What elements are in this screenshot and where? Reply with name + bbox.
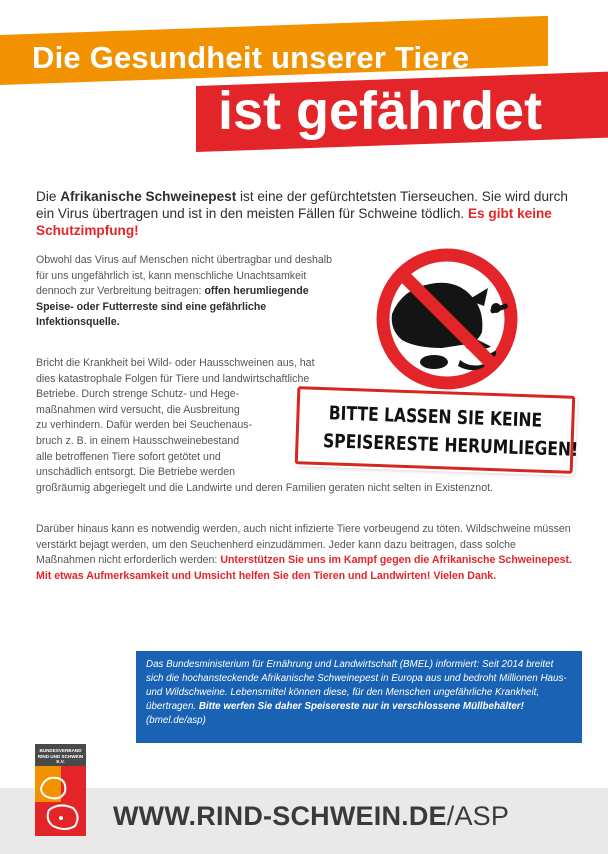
- footer-website-link[interactable]: WWW.RIND-SCHWEIN.DE/ASP: [113, 801, 510, 831]
- cow-pig-logo-icon: [35, 766, 86, 836]
- intro-emphasis: Afrikanische Schweinepest: [60, 189, 237, 204]
- paragraph-transmission-emphasis: offen herumliegende Speise- oder Futterreste sind eine gefährliche Infektionsquelle.: [36, 285, 309, 329]
- title-line-2: ist gefährdet: [218, 81, 543, 141]
- paragraph-transmission: Obwohl das Virus auf Menschen nicht übertragbar und deshalb für uns ungefährlich ist, kann menschliche Unachtsamkeit dennoch zur Verbreitung beitragen: offen herumliegende Speise- oder Futterreste sind eine gefährliche Infektionsquelle.: [36, 254, 333, 329]
- paragraph-call-to-action: Darüber hinaus kann es notwendig werden, auch nicht infizierte Tiere vorbeugend zu töten. Wildschweine müssen verstärkt bejagt werden, um den Seuchenherd einzudämmen. Jeder kann dazu beitragen, dass solche Maßnahmen nicht erforderlich werden: Unterstützen Sie uns im Kampf gegen die Afrikanische Schweinepest. Mit etwas Aufmerksamkeit und Umsicht helfen Sie den Tieren und Landwirten! Vielen Dank.: [36, 523, 572, 582]
- intro-warning: Es gibt keine Schutzimpfung!: [36, 206, 552, 238]
- association-logo: [35, 744, 86, 836]
- title-line-1: Die Gesundheit unserer Tiere: [32, 40, 470, 75]
- intro-paragraph: Die Afrikanische Schweinepest ist eine der gefürchtetsten Tierseuchen. Sie wird durch ein Virus übertragen und ist in den meisten Fällen für Schweine tödlich. Es gibt keine Schutzimpfung!: [36, 189, 568, 238]
- info-box: Das Bundesministerium für Ernährung und Landwirtschaft (BMEL) informiert: Seit 2014 breitet sich die hochansteckende Afrikanische Schweinepest in Europa aus und bedroht Millionen Haus- und Wildschweine. Lebensmittel können diese, für den Menschen ungefährliche Krankheit, übertragen. Bitte werfen Sie daher Speisereste nur in verschlossene Müllbehälter! (bmel.de/asp): [136, 651, 582, 743]
- notice-line-1: BITTE LASSEN SIE KEINE: [328, 402, 543, 432]
- info-box-emphasis: Bitte werfen Sie daher Speisereste nur in verschlossene Müllbehälter!: [198, 701, 524, 712]
- logo-text: BUNDESVERBAND RIND UND SCHWEIN E.V.: [35, 744, 86, 766]
- notice-line-2: SPEISERESTE HERUMLIEGEN!: [322, 430, 579, 462]
- call-to-action-emphasis: Unterstützen Sie uns im Kampf gegen die Afrikanische Schweinepest. Mit etwas Aufmerksamkeit und Umsicht helfen Sie den Tieren und Landwirten! Vielen Dank.: [36, 554, 572, 582]
- paragraph-consequences: Bricht die Krankheit bei Wild- oder Hausschweinen aus, hat dies katastrophale Folgen für Tiere und landwirtschaftliche Betriebe. Durch strenge Schutz- und Hege- maßnahmen wird versucht, die Ausbreitung zu verhindern. Dafür werden bei Seuchenaus- bruch z. B. in einem Hausschweinebestand alle betroffenen Tiere sofort getötet und unschädlich entsorgt. Die Betriebe werden großräumig abgeriegelt und die Landwirte und deren Familien geraten nicht selten in Existenznot.: [36, 357, 493, 494]
